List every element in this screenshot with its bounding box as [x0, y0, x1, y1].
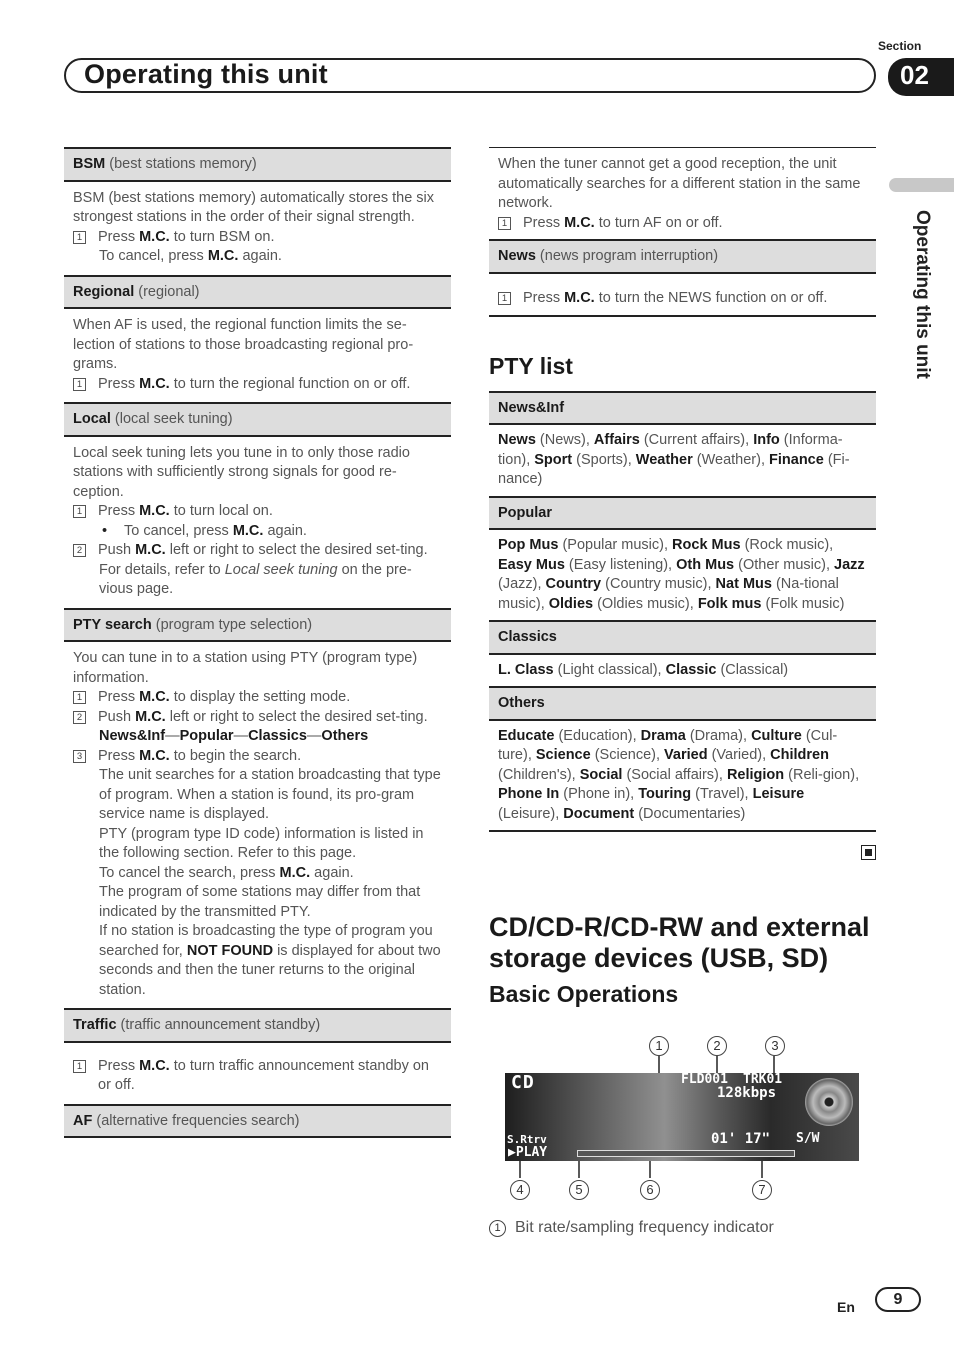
mc-key: M.C. [564, 289, 595, 306]
step-text: Press [98, 228, 140, 245]
not-found-label: NOT FOUND [186, 942, 274, 959]
step-number: 1 [73, 691, 86, 704]
pty-code: Folk mus [697, 595, 762, 612]
lcd-service-label: S.Rtrv [507, 1133, 547, 1146]
step-text: Press [523, 214, 565, 231]
pty-code: Info [753, 432, 780, 448]
pty-description: (Fi-nance) [498, 451, 850, 487]
step-text: If no station is broadcasting the type of program you searched for, [99, 923, 433, 959]
bsm-step-1 [73, 228, 442, 248]
basic-operations-heading: Basic Operations [489, 981, 679, 1007]
pty-description: (Children's), [498, 766, 580, 783]
pty-step-3-cont: The program of some stations may differ from that indicated by the transmitted PTY. [99, 884, 421, 920]
pty-code: Finance [769, 451, 824, 468]
step-number: 1 [73, 505, 86, 518]
cd-heading: CD/CD-R/CD-RW and external storage devices (USB, SD) [489, 912, 870, 973]
cross-reference: Local seek tuning [224, 561, 338, 578]
regional-header [64, 275, 451, 310]
lcd-track-number: TRK01 [743, 1073, 783, 1087]
pty-group-body [489, 530, 876, 620]
step-text: Press [523, 289, 565, 306]
right-column [489, 147, 876, 1005]
pty-description: (Travel), [691, 786, 753, 802]
pty-code: Oth Mus [676, 556, 735, 573]
pty-description: (Na-tional music), [498, 576, 839, 612]
step-text: To cancel, press [99, 248, 208, 264]
callout-7: 7 [752, 1180, 772, 1200]
pty-code: Classic [665, 661, 717, 678]
step-text: Press [98, 747, 140, 764]
mc-key: M.C. [207, 248, 239, 264]
news-body [489, 274, 876, 318]
pty-description: (Varied), [707, 747, 771, 763]
pty-description: (Current affairs), [639, 432, 754, 448]
pty-step-3-cont: PTY (program type ID code) information is listed in the following section. Refer to this page. [99, 825, 424, 861]
option-separator: — [306, 728, 322, 744]
pty-group-body [489, 425, 876, 496]
callout-5: 5 [569, 1180, 589, 1200]
option-separator: — [165, 728, 180, 744]
option-classics: Classics [248, 728, 307, 744]
mc-key: M.C. [139, 689, 170, 705]
step-text: on the pre-vious page. [99, 561, 412, 597]
step-text: left or right to select the desired set-ting. [165, 708, 428, 725]
local-description: Local seek tuning lets you tune in to only those radio stations with sufficiently strong signals for good re-ception. [73, 444, 410, 500]
mc-key: M.C. [232, 522, 264, 539]
section-number-tab: 02 [888, 58, 954, 96]
pty-description: (Reli-gion), [784, 766, 860, 783]
pty-code: Rock Mus [672, 537, 741, 553]
pty-code: Affairs [593, 432, 640, 448]
pty-list-table [489, 391, 876, 833]
pty-description: (Rock music), [740, 537, 834, 553]
local-header [64, 402, 451, 437]
pty-code: Educate [498, 727, 555, 744]
step-text: to begin the search. [169, 747, 302, 764]
local-bullet [73, 522, 442, 542]
pty-description: (Classical) [716, 661, 789, 678]
pty-description: (Cul-ture), [498, 727, 838, 763]
side-tab-marker [889, 178, 954, 192]
pty-code: Drama [640, 727, 686, 744]
display-illustration [489, 1030, 876, 1205]
pty-search-body [64, 642, 451, 1008]
bsm-subtitle: (best stations memory) [109, 156, 257, 172]
left-column [64, 147, 451, 1138]
page-number: 9 [875, 1287, 921, 1312]
news-title: News [498, 248, 536, 264]
regional-description: When AF is used, the regional function limits the se-lection of stations to those broadcasting regional pro-grams. [73, 317, 414, 372]
bsm-step-1-cont [73, 247, 442, 267]
step-text: To cancel, press [124, 522, 233, 539]
pty-code: L. Class [498, 661, 554, 678]
news-subtitle: (news program interruption) [539, 248, 719, 264]
disc-icon [805, 1078, 853, 1126]
step-text: to turn traffic announcement standby on or off. [98, 1057, 429, 1093]
local-body [64, 437, 451, 608]
option-news-inf: News&Inf [99, 728, 166, 744]
pty-code: Religion [726, 766, 785, 783]
step-text: For details, refer to [99, 561, 225, 578]
step-text: is displayed for about two seconds and then the tuner returns to the original station. [99, 942, 441, 998]
pty-description: (Drama), [685, 727, 752, 744]
pty-code: Sport [534, 451, 573, 468]
local-step-1 [73, 502, 442, 522]
af-title: AF [73, 1112, 93, 1129]
pty-description: (Folk music) [761, 595, 845, 612]
pty-code: Culture [751, 727, 802, 744]
step-number: 2 [73, 544, 86, 557]
step-number: 1 [73, 1060, 86, 1073]
pty-code: News [498, 432, 536, 448]
af-description: When the tuner cannot get a good reception, the unit automatically searches for a different station in the same network. [498, 156, 861, 211]
mc-key: M.C. [279, 864, 311, 881]
option-popular: Popular [179, 728, 234, 744]
pty-code: Country [545, 576, 602, 592]
end-mark-row [489, 845, 876, 860]
step-text: again. [238, 248, 282, 264]
callout-2: 2 [707, 1036, 727, 1056]
pty-description: (News), [535, 432, 594, 448]
pty-code: Jazz [834, 556, 865, 573]
section-label: Section [878, 39, 922, 53]
step-text: to turn the NEWS function on or off. [594, 289, 828, 306]
pty-search-subtitle: (program type selection) [155, 616, 313, 633]
lcd-folder-number: FLD001 [681, 1073, 728, 1087]
pty-search-header [64, 608, 451, 643]
mc-key: M.C. [139, 228, 170, 245]
pty-options [73, 727, 442, 747]
local-subtitle: (local seek tuning) [114, 411, 233, 427]
step-number: 1 [73, 378, 86, 391]
lcd-bitrate: 128kbps [717, 1085, 777, 1101]
pty-description: (Easy listening), [564, 556, 677, 573]
bsm-header [64, 147, 451, 182]
pty-description: (Education), [554, 727, 641, 744]
pty-code: Oldies [548, 595, 594, 612]
bullet-icon: • [102, 522, 108, 539]
end-of-section-icon [861, 845, 876, 860]
step-text: to turn local on. [169, 503, 273, 519]
pty-code: Varied [664, 747, 708, 763]
regional-title: Regional [73, 283, 135, 300]
step-number: 1 [73, 231, 86, 244]
news-header [489, 239, 876, 274]
pty-description: (Leisure), [498, 805, 564, 822]
step-number: 1 [498, 292, 511, 305]
pty-description: (Informa-tion), [498, 432, 843, 468]
pty-description: (Phone in), [559, 786, 639, 802]
bsm-body [64, 182, 451, 275]
traffic-subtitle: (traffic announcement standby) [120, 1017, 321, 1033]
legend-text: Bit rate/sampling frequency indicator [515, 1219, 774, 1236]
traffic-body [64, 1043, 451, 1104]
pty-description: (Weather), [692, 451, 770, 468]
pty-description: (Popular music), [558, 537, 673, 553]
af-header [64, 1104, 451, 1139]
pty-group-header: Classics [489, 620, 876, 655]
option-others: Others [321, 728, 369, 744]
step-text: Press [98, 689, 140, 705]
callout-6: 6 [640, 1180, 660, 1200]
legend-number: 1 [489, 1220, 506, 1237]
pty-group-body [489, 721, 876, 831]
pty-description: (Jazz), [498, 576, 546, 592]
pty-step-3-cont: The unit searches for a station broadcasting that type of program. When a station is found, its pro-gram service name is displayed. [99, 767, 441, 822]
lcd-sw-indicator: S/W [796, 1131, 820, 1146]
step-number: 1 [498, 217, 511, 230]
callout-1: 1 [649, 1036, 669, 1056]
news-step-1 [498, 289, 867, 309]
lcd-mode-label: CD [511, 1073, 535, 1093]
pty-code: Children [770, 747, 829, 763]
pty-code: Pop Mus [498, 537, 559, 553]
step-text: to turn AF on or off. [594, 214, 723, 231]
af-body [489, 147, 876, 239]
option-separator: — [233, 728, 249, 744]
step-text: to display the setting mode. [169, 689, 351, 705]
step-text: again. [310, 864, 354, 881]
pty-description: (Other music), [734, 556, 835, 573]
lcd-status-text: PLAY [515, 1145, 548, 1160]
callout-3: 3 [765, 1036, 785, 1056]
pty-code: Social [579, 766, 623, 783]
pty-code: Leisure [752, 786, 805, 802]
step-text: Press [98, 375, 140, 392]
local-step-2 [73, 541, 442, 561]
mc-key: M.C. [139, 503, 170, 519]
step-text: Push [98, 542, 136, 558]
mc-key: M.C. [135, 542, 166, 558]
traffic-header [64, 1008, 451, 1043]
af-step-1 [498, 214, 867, 234]
pty-description: (Sports), [572, 451, 636, 468]
pty-code: Phone In [498, 786, 560, 802]
pty-description: (Social affairs), [622, 766, 727, 783]
pty-code: Weather [635, 451, 693, 468]
callout-4: 4 [510, 1180, 530, 1200]
step-text: Press [98, 1057, 140, 1074]
pty-search-title: PTY search [73, 616, 152, 633]
bsm-description: BSM (best stations memory) automatically stores the six strongest stations in the order of their signal strength. [73, 189, 435, 225]
pty-code: Easy Mus [498, 556, 565, 573]
step-text: Press [98, 503, 140, 519]
regional-subtitle: (regional) [138, 283, 200, 300]
pty-code: Document [563, 805, 635, 822]
lcd-screen [505, 1073, 859, 1161]
pty-code: Touring [638, 786, 692, 802]
pty-code: Nat Mus [715, 576, 772, 592]
step-text: To cancel the search, press [99, 864, 280, 881]
pty-description: (Light classical), [553, 661, 666, 678]
mc-key: M.C. [564, 214, 595, 231]
af-subtitle: (alternative frequencies search) [96, 1112, 300, 1129]
pty-step-2 [73, 708, 442, 728]
lcd-progress-bar [577, 1150, 795, 1157]
mc-key: M.C. [139, 747, 170, 764]
lcd-status [508, 1145, 547, 1160]
pty-step-1 [73, 688, 442, 708]
pty-list-heading: PTY list [489, 353, 573, 379]
pty-step-3 [73, 747, 442, 767]
pty-description: (Science), [590, 747, 665, 763]
mc-key: M.C. [139, 375, 170, 392]
pty-group-header: News&Inf [489, 391, 876, 426]
bsm-title: BSM [73, 156, 106, 172]
step-number: 2 [73, 711, 86, 724]
regional-body [64, 309, 451, 402]
regional-step-1 [73, 375, 442, 395]
pty-search-description: You can tune in to a station using PTY (program type) information. [73, 650, 418, 686]
pty-description: (Oldies music), [593, 595, 698, 612]
pty-step-3-cont [73, 864, 442, 884]
step-text: to turn the regional function on or off. [169, 375, 411, 392]
legend-item-1 [489, 1219, 774, 1237]
step-text: to turn BSM on. [169, 228, 275, 245]
play-icon: ▶ [508, 1145, 516, 1160]
pty-code: Science [535, 747, 591, 763]
page-title: Operating this unit [84, 59, 328, 89]
pty-group-body [489, 655, 876, 687]
step-text: left or right to select the desired set-ting. [165, 542, 428, 558]
mc-key: M.C. [139, 1057, 170, 1074]
step-text: Push [98, 708, 136, 725]
step-number: 3 [73, 750, 86, 763]
local-title: Local [73, 411, 111, 427]
pty-group-header: Popular [489, 496, 876, 531]
pty-description: (Country music), [601, 576, 716, 592]
step-text: again. [263, 522, 307, 539]
pty-step-3-cont [73, 922, 442, 1000]
side-section-label: Operating this unit [912, 210, 933, 379]
pty-group-header: Others [489, 686, 876, 721]
pty-description: (Documentaries) [634, 805, 746, 822]
lcd-play-time: 01' 17" [711, 1131, 771, 1147]
footer-language: En [837, 1299, 855, 1315]
traffic-step-1 [73, 1057, 442, 1096]
mc-key: M.C. [135, 708, 166, 725]
traffic-title: Traffic [73, 1017, 117, 1033]
local-step-2-cont [73, 561, 442, 600]
